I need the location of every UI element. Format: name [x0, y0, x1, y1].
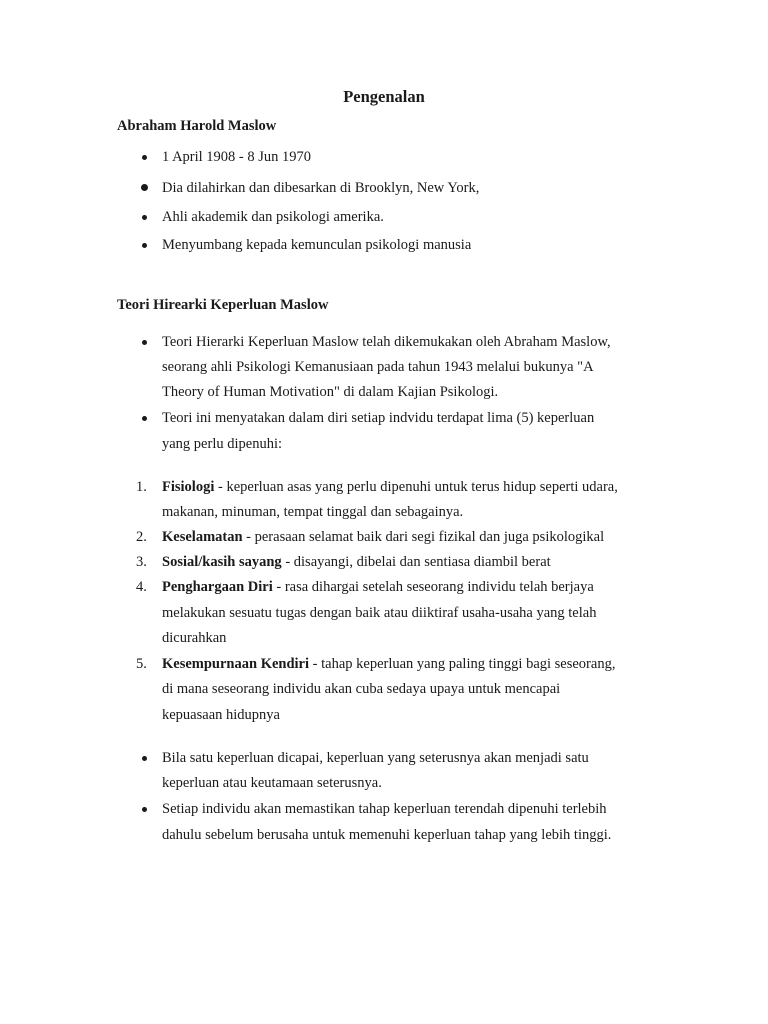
- bullet-marker: [138, 409, 150, 427]
- item-text: - rasa dihargai setelah seseorang individu telah berjaya: [272, 579, 594, 595]
- paragraph-line: makanan, minuman, tempat tinggal dan sebagainya.: [162, 504, 464, 520]
- list-item: Menyumbang kepada kemunculan psikologi manusia: [162, 237, 472, 253]
- numbered-item-kesempurnaan: [162, 655, 615, 673]
- paragraph-line: dahulu sebelum berusaha untuk memenuhi keperluan tahap yang lebih tinggi.: [162, 827, 612, 843]
- section-heading-maslow: Abraham Harold Maslow: [117, 118, 277, 134]
- list-item: Dia dilahirkan dan dibesarkan di Brooklyn, New York,: [162, 180, 480, 196]
- bullet-marker: [138, 178, 150, 196]
- paragraph-line: keperluan atau keutamaan seterusnya.: [162, 775, 382, 791]
- item-text: - tahap keperluan yang paling tinggi bagi seseorang,: [309, 656, 616, 672]
- paragraph-line: di mana seseorang individu akan cuba sedaya upaya untuk mencapai: [162, 681, 561, 697]
- list-number: 3.: [136, 554, 147, 570]
- list-number: 4.: [136, 579, 147, 595]
- list-item: 1 April 1908 - 8 Jun 1970: [162, 149, 312, 165]
- numbered-item-keselamatan: [162, 528, 604, 546]
- list-number: 2.: [136, 529, 147, 545]
- paragraph-line: dicurahkan: [162, 630, 227, 646]
- paragraph-line: Theory of Human Motivation" di dalam Kajian Psikologi.: [162, 384, 499, 400]
- numbered-item-sosial: [162, 553, 551, 571]
- bullet-marker: [138, 148, 150, 166]
- page-title: Pengenalan: [343, 87, 425, 106]
- bullet-marker: [138, 236, 150, 254]
- list-item: Ahli akademik dan psikologi amerika.: [162, 209, 384, 225]
- bullet-marker: [138, 800, 150, 818]
- paragraph-line: kepuasaan hidupnya: [162, 707, 280, 723]
- paragraph-line: Teori Hierarki Keperluan Maslow telah dikemukakan oleh Abraham Maslow,: [162, 334, 611, 350]
- bullet-marker: [138, 749, 150, 767]
- paragraph-line: seorang ahli Psikologi Kemanusiaan pada tahun 1943 melalui bukunya "A: [162, 359, 594, 375]
- item-text: - keperluan asas yang perlu dipenuhi untuk terus hidup seperti udara,: [214, 479, 618, 495]
- bullet-marker: [138, 333, 150, 351]
- list-number: 1.: [136, 479, 147, 495]
- item-term: Kesempurnaan Kendiri: [162, 656, 310, 672]
- paragraph-line: Teori ini menyatakan dalam diri setiap indvidu terdapat lima (5) keperluan: [162, 410, 595, 426]
- section-heading-theory: Teori Hirearki Keperluan Maslow: [117, 297, 329, 313]
- paragraph-line: melakukan sesuatu tugas dengan baik atau diiktiraf usaha-usaha yang telah: [162, 605, 597, 621]
- bullet-marker: [138, 208, 150, 226]
- item-text: - disayangi, dibelai dan sentiasa diambil berat: [281, 554, 551, 570]
- paragraph-line: yang perlu dipenuhi:: [162, 436, 283, 452]
- numbered-item-penghargaan: [162, 578, 594, 596]
- item-term: Penghargaan Diri: [162, 579, 273, 595]
- paragraph-line: Setiap individu akan memastikan tahap keperluan terendah dipenuhi terlebih: [162, 801, 607, 817]
- paragraph-line: Bila satu keperluan dicapai, keperluan yang seterusnya akan menjadi satu: [162, 750, 589, 766]
- list-number: 5.: [136, 656, 147, 672]
- numbered-item-fisiologi: [162, 478, 618, 496]
- item-term: Sosial/kasih sayang: [162, 554, 282, 570]
- item-text: - perasaan selamat baik dari segi fizikal dan juga psikologikal: [242, 529, 605, 545]
- item-term: Fisiologi: [162, 479, 215, 495]
- item-term: Keselamatan: [162, 529, 243, 545]
